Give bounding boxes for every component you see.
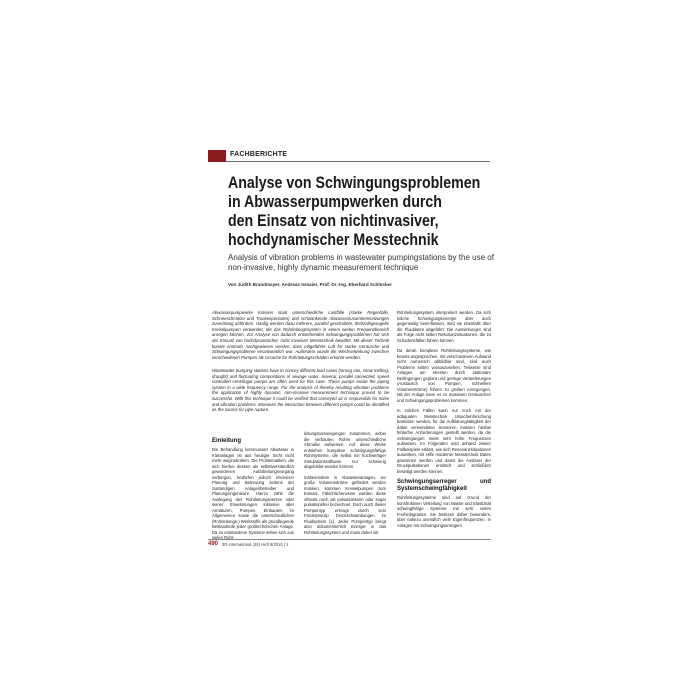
column-1 (212, 438, 294, 541)
abstract-english: Wastewater pumping stations have to convey different load cases (strong rain, snow melting, draught) and fluctuating compositions of sewage water. Several, parallel connected, speed controlled centrifugal pumps are often used for this case. These pumps excite the piping system in a wide frequency range. For the analysis of thereby resulting vibration problems the application of highly dynamic, non-invasive measurement technique proved to be successful. With this technique it could be verified that conveyed air is responsible for noise and vibration problems. Moreover the interaction between different pumps could be identified as the source for pipe rupture. (212, 368, 389, 413)
paragraph: Da derart komplexe Rohrleitungssysteme, wie bereits angesprochen, mit verschiedenen Aufwand nicht numerisch abbildbar sind, sind auch Probleme selten vorauszusehen. Teilweise sind Anlagen am ehesten durch stationäre Bedingungen geplant und geringe Veränderungen (Austausch von Pumpen, schnellere Volumenströme) führen zu großen Anregungen. Mit der Anlage kann es zu massiven Geräuschen und Schwingungsproblemen kommen. (397, 348, 491, 403)
title-line: in Abwasserpumpwerken durch (228, 193, 442, 211)
paragraph: Die Behandlung kommunaler Abwässer in Kläranlagen ist aus heutiger Sicht nicht mehr wegzudenken. Die Problematiken, die sich hierbei dessen als selbstverständlich gewordenen Aufarbeitungsvorgang verbergen, bedürfen jedoch intensiver Planung und Betreuung seitens der zuständigen Anlagenbetreiber und Planungsingenieure. Hierzu zählt die Auslegung des Rohrleitungsnetzes oder seiner Erweiterungen inklusive aller Armaturen, Pumpen, Einbauten im Allgemeinen sowie die unterschiedlichen (Rohrleitungs-) Werkstoffe als grundlegende Bestandteile jeder großtechnischen Anlage. Da so entstandene Systeme selten sich aus vielen Rohr- (212, 447, 295, 540)
section-label: FACHBERICHTE (230, 151, 288, 158)
title-line: den Einsatz von nichtinvasiver, (228, 212, 439, 230)
right-column (397, 310, 491, 533)
section-heading: Einleitung (212, 438, 241, 444)
column-2 (304, 431, 386, 535)
section-rule (226, 161, 490, 162)
paragraph: Rohrleitungssysteme sind auf Grund der konstruktiven Verteilung von Masse und Elastizität schwingfähige Systeme mit sehr vielen Freiheitsgraden. Sie besitzen daher besonders, aber nahezu unendlich viele Eigenfrequenzen. In Anlagen mit Schwingungsanregern (397, 495, 491, 528)
title-line: Analyse von Schwingungsproblemen (228, 174, 481, 192)
section-heading: Schwingungserreger und Systemschwingfähigkeit (397, 479, 491, 492)
paragraph: In solchen Fällen kann nur noch mit der adäquaten Messtechnik Ursachenforschung betrieben werden, für die Aufklärungstätigkeit der dabei verwendeten Sensoren müssen hierbei fehlerfrei Anforderungen gestellt werden, da die Schwingungen meist sehr hohe Frequenzen aufweisen. Im Folgenden wird anhand zweier Fallbeispiele erklärt, wie sich Resonanzsituationen auswirken, mit Hilfe moderner Messtechnik Daten gewonnen werden und damit die Auslöser der Druckpulsationen ermittelt und schließlich beseitigt werden können. (397, 408, 491, 474)
paragraph: Insbesondere in Abwasseranlagen, wo große Volumenströme gefördert werden müssen, kommen Kreiselpumpen zum Einsatz. Fälschlicherweise werden diese oftmals noch als pulsationsarm oder sogar pulsationsfrei bezeichnet. Doch auch dieser Pumpentyp erzeugt durch sein Förderprinzip Druckschwankungen im Fluidsystem [1]. Jeder Pumpentyp bringt also dokumentierlich Energie in das Rohrleitungssystem und muss daher als (304, 474, 386, 535)
abstract-german: Abwasserpumpwerke müssen stark unterschiedliche Lastfälle (starke Regenfälle, Schneeschmelze und Trockenperioden) und schwankende Abwasserzusammensetzungen zuverlässig abfördern. Häufig werden dazu mehrere, parallel geschaltete, drehzahlgeregelte Kreiselpumpen verwendet, die das Rohrleitungssystem in einem weiten Frequenzbereich anregen können. Zur Analyse von dadurch entstehenden Schwingungsproblemen hat sich der Einsatz von hochdynamischer, nicht invasiver Messtechnik bewährt. Mit dieser Technik konnte erstmals nachgewiesen werden, dass mitgeführte Luft für starke Geräusche und Schwingungsprobleme verantwortlich war. Außerdem wurde die Wechselwirkung zwischen verschiedenen Pumpen als Ursache für Rohrleitungsschäden erkannt werden. (212, 310, 389, 360)
page-number: 490 (208, 541, 219, 547)
paragraph: leitungsanzweigungen zusammen, wobei die verbauten Rohre unterschiedliche Abmaße aufweisen. Auf diese Weise entstehen komplexe schwingungsfähige Rohrsysteme, die selbst mit hochwertiger Simulationssoftware nur schwierig abgebildet werden können. (304, 431, 386, 469)
title-line: hochdynamischer Messtechnik (228, 231, 439, 249)
journal-source: 3R international (49) Heft 8/2010 | 1 (222, 542, 289, 547)
section-color-bar (208, 150, 226, 162)
paragraph: Rohrleitungssystem interpretiert werden. Da sich solche Schwingungsenergie aber auch gegenseitig beeinflussen, wird sie ebenfalls über die Fluiddaten abgeführt. Die Auswirkungen sind als Folge nicht selten Resonanzsituationen, die zu Schadensfällen führen können. (397, 310, 491, 343)
authors: Von Judith Brandmayer, Andreas Ismaier, Prof. Dr.-Ing. Eberhard Schlücker (228, 282, 392, 287)
article-subtitle: Analysis of vibration problems in wastewater pumpingstations by the use of non-invasive, highly dynamic measurement technique (228, 253, 494, 272)
article-title (228, 174, 481, 250)
footer-rule (208, 539, 491, 540)
